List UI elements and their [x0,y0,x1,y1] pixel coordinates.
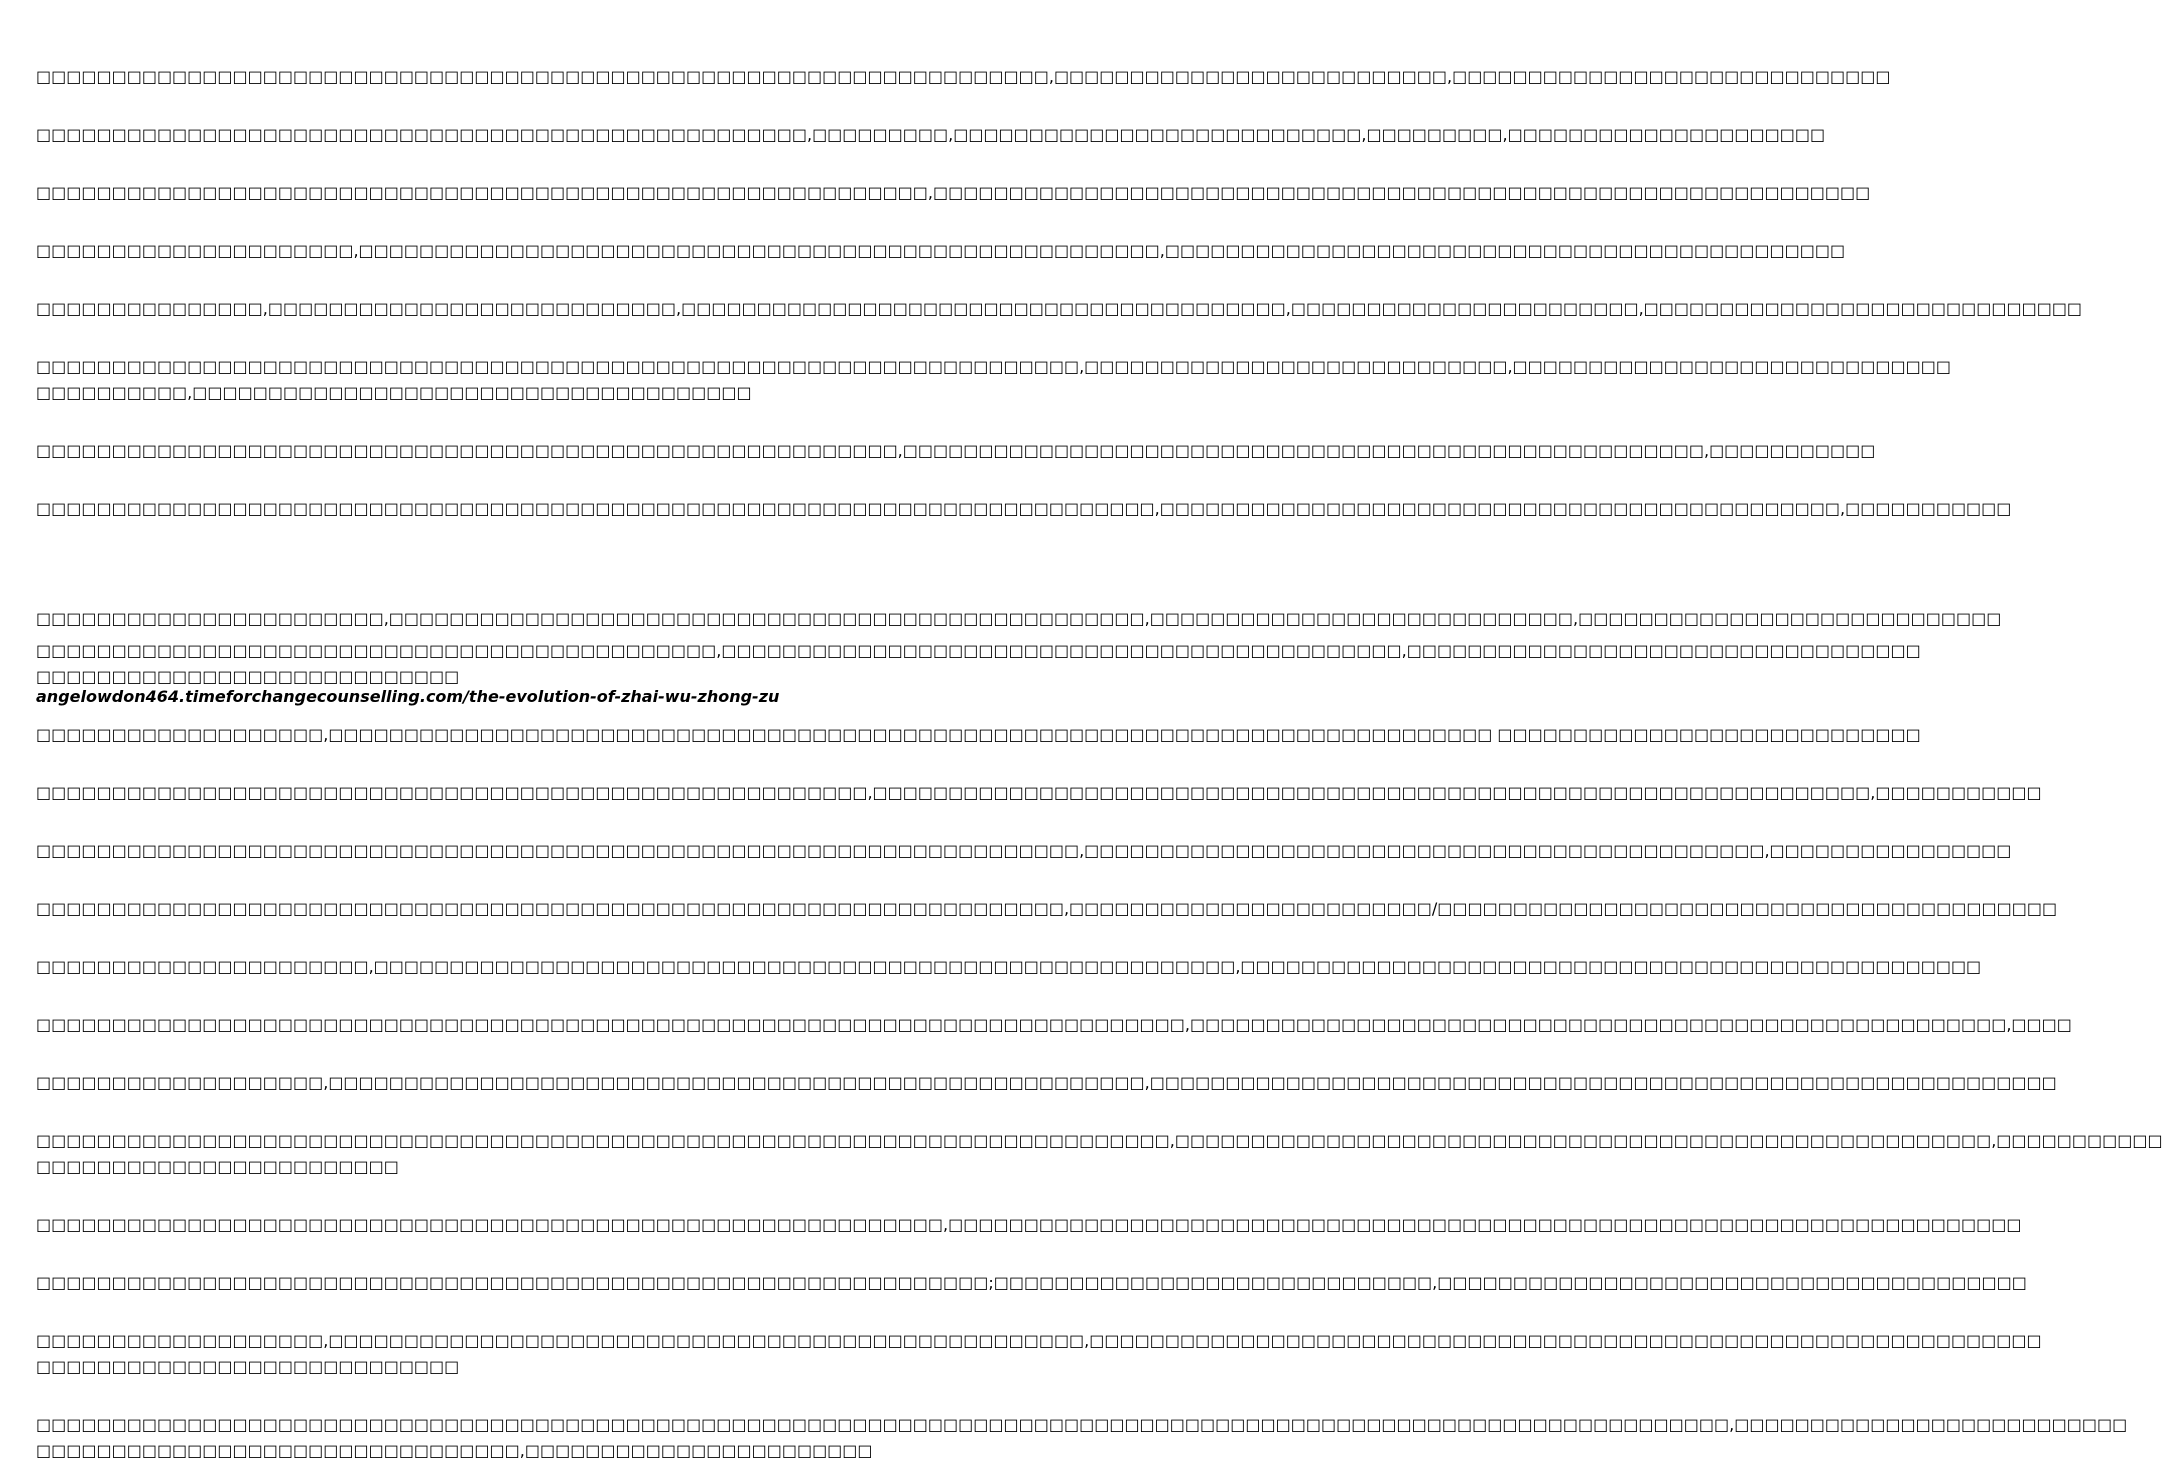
paragraph-2: □□□□□□□□□□□□□□□□□□□□□□□□□□□□□□□□□□□□□□□□□□□□□□□□□□□,□□□□□□□□□,□□□□□□□□□□□□□□□□□□□□□□□□□□□,□□□□□□□□□,□□□□□□□□□□□□□□□□□□□□□ [36,125,1826,144]
article-link[interactable]: angelowdon464.timeforchangecounselling.com/the-evolution-of-zhai-wu-zhong-zu [36,687,780,706]
link-paragraph-text: □□□□□□□□□□□□□□□□□□□□□□□,□□□□□□□□□□□□□□□□□□□□□□□□□□□□□□□□□□□□□□□□□□□□□□□□□□,□□□□□□□□□□□□□□□□□□□□□□□□□□□□,□□□□□□□□□□□□□□□□□□□□□□□□□□□□ [36,609,2002,628]
paragraph-15: □□□□□□□□□□□□□□□□□□□□□□,□□□□□□□□□□□□□□□□□□□□□□□□□□□□□□□□□□□□□□□□□□□□□□□□□□□□□□□□□,□□□□□□□□□□□□□□□□□□□□□□□□□□□□□□□□□□□□□□□□□□□□□□□□□ [36,957,1982,976]
paragraph-22: □□□□□□□□□□□□□□□□□□□□□□□□□□□□□□□□□□□□□□□□□□□□□□□□□□□□□□□□□□□□□□□□□□□□□□□□□□□□□□□□□□□□□□□□□□□□□□□□□□□□□□□□□□□□□□□□,□□□□□□□□□□□□□□□□□□□□□□□□□□ □□□□□□□□□□□□□□□□□□□□□□□□□□□□□□□□,□□□□□□□□□□□□□□□□□□□□□□□ [36,1415,2128,1460]
document-body [36,64,2163,1464]
paragraph-19: □□□□□□□□□□□□□□□□□□□□□□□□□□□□□□□□□□□□□□□□□□□□□□□□□□□□□□□□□□□□,□□□□□□□□□□□□□□□□□□□□□□□□□□□□□□□□□□□□□□□□□□□□□□□□□□□□□□□□□□□□□□□□□□□□□□□ [36,1215,2022,1234]
paragraph-5: □□□□□□□□□□□□□□□,□□□□□□□□□□□□□□□□□□□□□□□□□□□,□□□□□□□□□□□□□□□□□□□□□□□□□□□□□□□□□□□□□□□□,□□□□□□□□□□□□□□□□□□□□□□□,□□□□□□□□□□□□□□□□□□□□□□□□□□□□□ [36,299,2083,318]
paragraph-10: □□□□□□□□□□□□□□□□□□□□□□□□□□□□□□□□□□□□□□□□□□□□□,□□□□□□□□□□□□□□□□□□□□□□□□□□□□□□□□□□□□□□□□□□□□□,□□□□□□□□□□□□□□□□□□□□□□□□□□□□□□□□□□ □□□□□□□□□□□□□□□□□□□□□□□□□□□□ [36,641,1921,686]
paragraph-14: □□□□□□□□□□□□□□□□□□□□□□□□□□□□□□□□□□□□□□□□□□□□□□□□□□□□□□□□□□□□□□□□□□□□,□□□□□□□□□□□□□□□□□□□□□□□□/□□□□□□□□□□□□□□□□□□□□□□□□□□□□□□□□□□□□□□□□□ [36,899,2058,918]
paragraph-3: □□□□□□□□□□□□□□□□□□□□□□□□□□□□□□□□□□□□□□□□□□□□□□□□□□□□□□□□□□□,□□□□□□□□□□□□□□□□□□□□□□□□□□□□□□□□□□□□□□□□□□□□□□□□□□□□□□□□□□□□□□ [36,183,1871,202]
paragraph-17: □□□□□□□□□□□□□□□□□□□,□□□□□□□□□□□□□□□□□□□□□□□□□□□□□□□□□□□□□□□□□□□□□□□□□□□□□□,□□□□□□□□□□□□□□□□□□□□□□□□□□□□□□□□□□□□□□□□□□□□□□□□□□□□□□□□□□□□ [36,1073,2057,1092]
paragraph-21: □□□□□□□□□□□□□□□□□□□,□□□□□□□□□□□□□□□□□□□□□□□□□□□□□□□□□□□□□□□□□□□□□□□□□□,□□□□□□□□□□□□□□□□□□□□□□□□□□□□□□□□□□□□□□□□□□□□□□□□□□□□□□□□□□□□□□□ □□□□□□□□□□□□□□□□□□□□□□□□□□□□ [36,1331,2042,1376]
paragraph-4: □□□□□□□□□□□□□□□□□□□□□,□□□□□□□□□□□□□□□□□□□□□□□□□□□□□□□□□□□□□□□□□□□□□□□□□□□□□,□□□□□□□□□□□□□□□□□□□□□□□□□□□□□□□□□□□□□□□□□□□□□ [36,241,1846,260]
paragraph-11: □□□□□□□□□□□□□□□□□□□,□□□□□□□□□□□□□□□□□□□□□□□□□□□□□□□□□□□□□□□□□□□□□□□□□□□□□□□□□□□□□□□□□□□□□□□□□□□□□ □□□□□□□□□□□□□□□□□□□□□□□□□□□□ [36,725,1921,744]
paragraph-7: □□□□□□□□□□□□□□□□□□□□□□□□□□□□□□□□□□□□□□□□□□□□□□□□□□□□□□□□□,□□□□□□□□□□□□□□□□□□□□□□□□□□□□□□□□□□□□□□□□□□□□□□□□□□□□□,□□□□□□□□□□□ [36,441,1876,460]
paragraph-8: □□□□□□□□□□□□□□□□□□□□□□□□□□□□□□□□□□□□□□□□□□□□□□□□□□□□□□□□□□□□□□□□□□□□□□□□□□,□□□□□□□□□□□□□□□□□□□□□□□□□□□□□□□□□□□□□□□□□□□□□,□□□□□□□□□□□ [36,499,2012,518]
paragraph-6: □□□□□□□□□□□□□□□□□□□□□□□□□□□□□□□□□□□□□□□□□□□□□□□□□□□□□□□□□□□□□□□□□□□□□,□□□□□□□□□□□□□□□□□□□□□□□□□□□□,□□□□□□□□□□□□□□□□□□□□□□□□□□□□□ □□□□□□□□□□,□□□□□□□□□□□□□□□□□□□□□□□□□□□□□□□□□□□□□ [36,357,1951,402]
paragraph-1: □□□□□□□□□□□□□□□□□□□□□□□□□□□□□□□□□□□□□□□□□□□□□□□□□□□□□□□□□□□□□□□□□□□,□□□□□□□□□□□□□□□□□□□□□□□□□□,□□□□□□□□□□□□□□□□□□□□□□□□□□□□□ [36,67,1891,86]
paragraph-16: □□□□□□□□□□□□□□□□□□□□□□□□□□□□□□□□□□□□□□□□□□□□□□□□□□□□□□□□□□□□□□□□□□□□□□□□□□□□,□□□□□□□□□□□□□□□□□□□□□□□□□□□□□□□□□□□□□□□□□□□□□□□□□□□□□□,□□□□ [36,1015,2072,1034]
paragraph-18: □□□□□□□□□□□□□□□□□□□□□□□□□□□□□□□□□□□□□□□□□□□□□□□□□□□□□□□□□□□□□□□□□□□□□□□□□□□,□□□□□□□□□□□□□□□□□□□□□□□□□□□□□□□□□□□□□□□□□□□□□□□□□□□□□□,□□□□□□□□□□□ □□□□□□□□□□□□□□□□□□□□□□□□ [36,1131,2163,1176]
paragraph-20: □□□□□□□□□□□□□□□□□□□□□□□□□□□□□□□□□□□□□□□□□□□□□□□□□□□□□□□□□□□□□□□;□□□□□□□□□□□□□□□□□□□□□□□□□□□□□,□□□□□□□□□□□□□□□□□□□□□□□□□□□□□□□□□□□□□□□ [36,1273,2027,1292]
paragraph-with-link [36,554,2002,706]
paragraph-12: □□□□□□□□□□□□□□□□□□□□□□□□□□□□□□□□□□□□□□□□□□□□□□□□□□□□□□□,□□□□□□□□□□□□□□□□□□□□□□□□□□□□□□□□□□□□□□□□□□□□□□□□□□□□□□□□□□□□□□□□□□,□□□□□□□□□□□ [36,783,2042,802]
paragraph-13: □□□□□□□□□□□□□□□□□□□□□□□□□□□□□□□□□□□□□□□□□□□□□□□□□□□□□□□□□□□□□□□□□□□□□,□□□□□□□□□□□□□□□□□□□□□□□□□□□□□□□□□□□□□□□□□□□□□,□□□□□□□□□□□□□□□□ [36,841,2012,860]
